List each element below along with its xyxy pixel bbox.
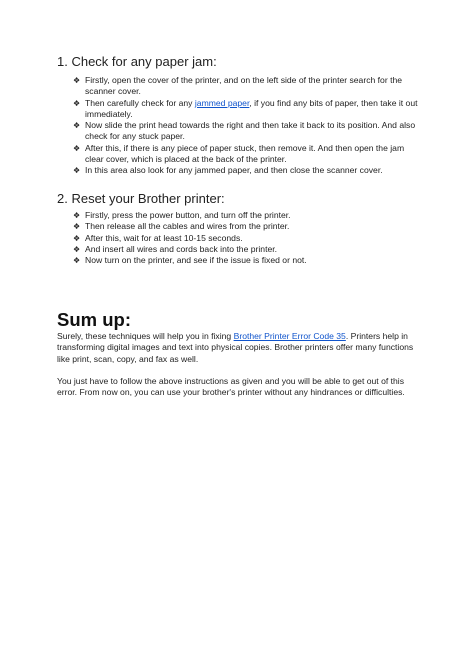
diamond-bullet-icon: ❖	[73, 256, 81, 266]
list-item: ❖ Now turn on the printer, and see if the issue is fixed or not.	[73, 255, 307, 266]
summary-paragraph-2: You just have to follow the above instructions as given and you will be able to get out of this error. From now on, you can use your brother's printer without any hindrances or difficulties.	[57, 376, 405, 398]
list-item: ❖ Now slide the print head towards the right and then take it back to its position. And also check for any stuck paper.	[73, 120, 416, 142]
diamond-bullet-icon: ❖	[73, 211, 81, 220]
error-code-35-link[interactable]: Brother Printer Error Code 35	[233, 331, 346, 341]
list-item: ❖ In this area also look for any jammed paper, and then close the scanner cover.	[73, 165, 383, 176]
list-item: ❖ Firstly, press the power button, and turn off the printer.	[73, 210, 291, 220]
diamond-bullet-icon: ❖	[73, 98, 81, 108]
diamond-bullet-icon: ❖	[73, 143, 81, 153]
list-item: ❖ Then release all the cables and wires from the printer.	[73, 221, 290, 232]
section-heading-paper-jam: 1. Check for any paper jam:	[57, 54, 217, 69]
summary-paragraph-1: Surely, these techniques will help you in fixing Brother Printer Error Code 35. Printers help in transforming digital images and text into physical copies. Brother printers offer many functions like print, scan, copy, and fax as well.	[57, 331, 414, 364]
section-heading-reset-printer: 2. Reset your Brother printer:	[57, 191, 225, 206]
list-item: ❖ After this, if there is any piece of paper stuck, then remove it. And then open the jam clear cover, which is placed at the back of the printer.	[73, 142, 405, 165]
jammed-paper-link[interactable]: jammed paper	[194, 97, 250, 108]
paper-jam-steps	[73, 75, 418, 177]
diamond-bullet-icon: ❖	[73, 222, 81, 232]
diamond-bullet-icon: ❖	[73, 166, 81, 176]
diamond-bullet-icon: ❖	[73, 233, 81, 243]
diamond-bullet-icon: ❖	[73, 244, 81, 254]
list-item: ❖ Firstly, open the cover of the printer, and on the left side of the printer search for the scanner cover.	[73, 75, 403, 97]
diamond-bullet-icon: ❖	[73, 76, 81, 85]
list-item: ❖ After this, wait for at least 10-15 seconds.	[73, 232, 243, 243]
summary-heading: Sum up:	[57, 309, 131, 330]
diamond-bullet-icon: ❖	[73, 121, 81, 131]
list-item: ❖ Then carefully check for any jammed paper, if you find any bits of paper, then take it out immediately.	[73, 97, 418, 119]
reset-printer-steps	[73, 210, 418, 266]
list-item: ❖ And insert all wires and cords back into the printer.	[73, 243, 278, 254]
